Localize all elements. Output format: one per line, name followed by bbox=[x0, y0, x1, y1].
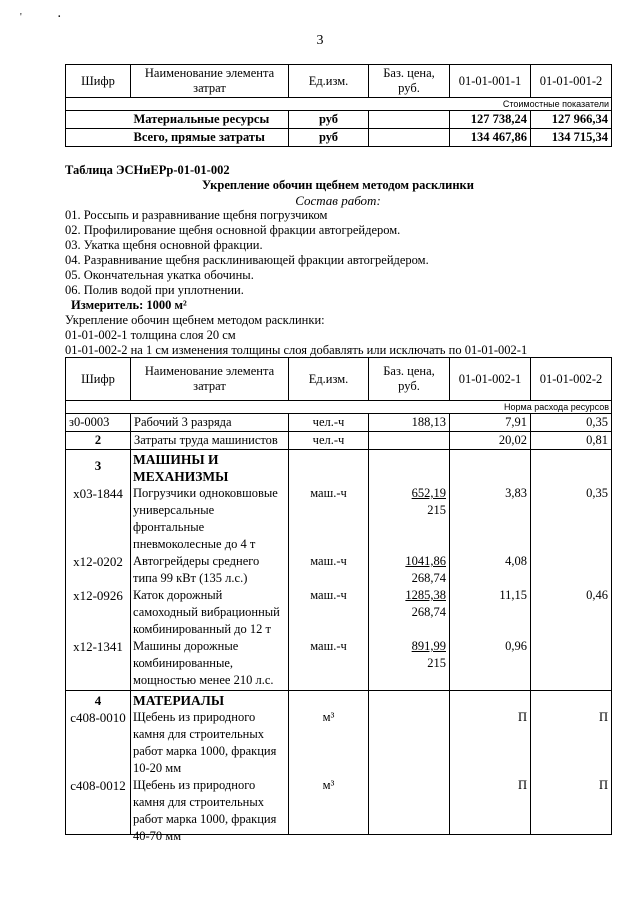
group-title: МАТЕРИАЛЫ bbox=[133, 693, 225, 708]
group-code: 4 bbox=[94, 693, 102, 708]
item-name-line: Автогрейдеры среднего bbox=[133, 554, 260, 568]
meter-label: Измеритель: 1000 м² bbox=[71, 298, 187, 312]
header-col-2: 01-01-002-2 bbox=[531, 358, 612, 401]
row-value-2: 0,35 bbox=[531, 414, 612, 432]
resource-table bbox=[65, 357, 612, 843]
item-name-line: самоходный вибрационный bbox=[133, 605, 280, 619]
item-value-1: 3,83 bbox=[505, 486, 527, 500]
item-price: 1285,38 bbox=[405, 588, 446, 602]
item-price-2: 215 bbox=[427, 503, 446, 517]
item-code: х03-1844 bbox=[73, 486, 123, 501]
header-unit: Ед.изм. bbox=[289, 65, 369, 98]
header-name: Наименование элемента затрат bbox=[131, 65, 289, 98]
row-unit: руб bbox=[289, 129, 369, 147]
scan-mark: . bbox=[58, 9, 61, 20]
item-name-line: камня для строительных bbox=[133, 795, 265, 809]
item-value-2: П bbox=[598, 778, 608, 792]
item-name-line: пневмоколесные до 4 т bbox=[133, 537, 256, 551]
item-price: 652,19 bbox=[411, 486, 446, 500]
page-number: 3 bbox=[316, 33, 324, 48]
header-unit: Ед.изм. bbox=[289, 358, 369, 401]
cost-table bbox=[65, 64, 612, 147]
item-name-line: работ марка 1000, фракция bbox=[133, 812, 277, 826]
item-name-line: комбинированный до 12 т bbox=[133, 622, 271, 636]
item-price: 891,99 bbox=[411, 639, 446, 653]
item-value-2: 0,35 bbox=[586, 486, 608, 500]
table-title: Таблица ЭСНиЕРр-01-01-002 bbox=[65, 163, 230, 177]
section-text bbox=[65, 163, 611, 358]
group-code: 3 bbox=[94, 458, 102, 473]
step-item: 01. Россыпь и разравнивание щебня погрузчиком bbox=[65, 208, 328, 222]
row-unit: чел.-ч bbox=[289, 414, 369, 432]
row-value-1: 7,91 bbox=[450, 414, 531, 432]
group-title: МАШИНЫ И bbox=[133, 452, 219, 467]
item-unit: маш.-ч bbox=[310, 554, 347, 568]
table-row bbox=[66, 414, 612, 432]
item-name-line: Каток дорожный bbox=[133, 588, 223, 602]
item-name-line: 10-20 мм bbox=[133, 761, 182, 775]
composition-label: Состав работ: bbox=[295, 193, 381, 208]
item-name-line: мощностью менее 210 л.с. bbox=[133, 673, 274, 687]
row-name: Рабочий 3 разряда bbox=[131, 414, 289, 432]
header-col-1: 01-01-002-1 bbox=[450, 358, 531, 401]
item-value-2: 0,46 bbox=[586, 588, 608, 602]
item-price-2: 215 bbox=[427, 656, 446, 670]
materials-block bbox=[66, 691, 612, 835]
item-code: х12-0202 bbox=[73, 554, 123, 569]
item-code: с408-0010 bbox=[70, 710, 126, 725]
item-name-line: типа 99 кВт (135 л.с.) bbox=[133, 571, 248, 585]
machines-block bbox=[66, 450, 612, 691]
item-code: с408-0012 bbox=[70, 778, 126, 793]
item-value-1: П bbox=[517, 710, 527, 724]
table-row bbox=[66, 432, 612, 450]
row-name: Всего, прямые затраты bbox=[131, 129, 289, 147]
header-code: Шифр bbox=[66, 65, 131, 98]
item-unit: маш.-ч bbox=[310, 639, 347, 653]
item-name-line: Машины дорожные bbox=[133, 639, 239, 653]
item-value-2 bbox=[534, 553, 608, 587]
item-name-line: Щебень из природного bbox=[133, 778, 256, 792]
item-unit: м³ bbox=[322, 710, 335, 724]
header-price: Баз. цена, руб. bbox=[369, 358, 450, 401]
row-value-2: 134 715,34 bbox=[531, 129, 612, 147]
item-unit: маш.-ч bbox=[310, 486, 347, 500]
item-name-line: Погрузчики одноковшовые bbox=[133, 486, 278, 500]
step-item: 03. Укатка щебня основной фракции. bbox=[65, 238, 263, 252]
header-col-1: 01-01-001-1 bbox=[450, 65, 531, 98]
row-value-1: 134 467,86 bbox=[450, 129, 531, 147]
row-value-2: 127 966,34 bbox=[531, 111, 612, 129]
row-unit: чел.-ч bbox=[289, 432, 369, 450]
header-col-2: 01-01-001-2 bbox=[531, 65, 612, 98]
scan-mark: ' bbox=[20, 12, 22, 23]
item-price: 1041,86 bbox=[405, 554, 446, 568]
row-value-1: 20,02 bbox=[450, 432, 531, 450]
table-row bbox=[66, 129, 612, 147]
item-price-2: 268,74 bbox=[411, 605, 446, 619]
description-line: 01-01-002-1 толщина слоя 20 см bbox=[65, 328, 236, 342]
item-price-2: 268,74 bbox=[411, 571, 446, 585]
row-price: 188,13 bbox=[369, 414, 450, 432]
step-item: 06. Полив водой при уплотнении. bbox=[65, 283, 244, 297]
item-code: х12-1341 bbox=[73, 639, 123, 654]
description-line: Укрепление обочин щебнем методом расклинки: bbox=[65, 313, 325, 327]
item-value-1: 11,15 bbox=[499, 588, 527, 602]
header-name: Наименование элемента затрат bbox=[131, 358, 289, 401]
item-value-1: 0,96 bbox=[505, 639, 527, 653]
item-name-line: фронтальные bbox=[133, 520, 205, 534]
item-name-line: 40-70 мм bbox=[133, 829, 182, 843]
row-value-1: 127 738,24 bbox=[450, 111, 531, 129]
description-line: 01-01-002-2 на 1 см изменения толщины слоя добавлять или исключать по 01-01-002-1 bbox=[65, 343, 528, 357]
group-title: МЕХАНИЗМЫ bbox=[133, 469, 229, 484]
header-price: Баз. цена, руб. bbox=[369, 65, 450, 98]
item-value-1: П bbox=[517, 778, 527, 792]
table-row bbox=[66, 111, 612, 129]
row-code: з0-0003 bbox=[66, 414, 131, 432]
row-code: 2 bbox=[66, 432, 131, 450]
row-value-2: 0,81 bbox=[531, 432, 612, 450]
item-value-1: 4,08 bbox=[505, 554, 527, 568]
item-name-line: работ марка 1000, фракция bbox=[133, 744, 277, 758]
row-name: Материальные ресурсы bbox=[131, 111, 289, 129]
header-code: Шифр bbox=[66, 358, 131, 401]
step-item: 02. Профилирование щебня основной фракции автогрейдером. bbox=[65, 223, 401, 237]
item-name-line: камня для строительных bbox=[133, 727, 265, 741]
row-name: Затраты труда машинистов bbox=[131, 432, 289, 450]
subheader: Стоимостные показатели bbox=[66, 98, 612, 111]
item-name-line: комбинированные, bbox=[133, 656, 234, 670]
row-unit: руб bbox=[289, 111, 369, 129]
item-code: х12-0926 bbox=[73, 588, 123, 603]
subheader: Норма расхода ресурсов bbox=[66, 401, 612, 414]
step-item: 05. Окончательная укатка обочины. bbox=[65, 268, 254, 282]
item-value-2 bbox=[534, 638, 608, 689]
item-value-2: П bbox=[598, 710, 608, 724]
item-name-line: Щебень из природного bbox=[133, 710, 256, 724]
item-unit: м³ bbox=[322, 778, 335, 792]
item-unit: маш.-ч bbox=[310, 588, 347, 602]
work-title: Укрепление обочин щебнем методом расклинки bbox=[202, 178, 474, 192]
step-item: 04. Разравнивание щебня расклинивающей фракции автогрейдером. bbox=[65, 253, 429, 267]
item-name-line: универсальные bbox=[133, 503, 215, 517]
